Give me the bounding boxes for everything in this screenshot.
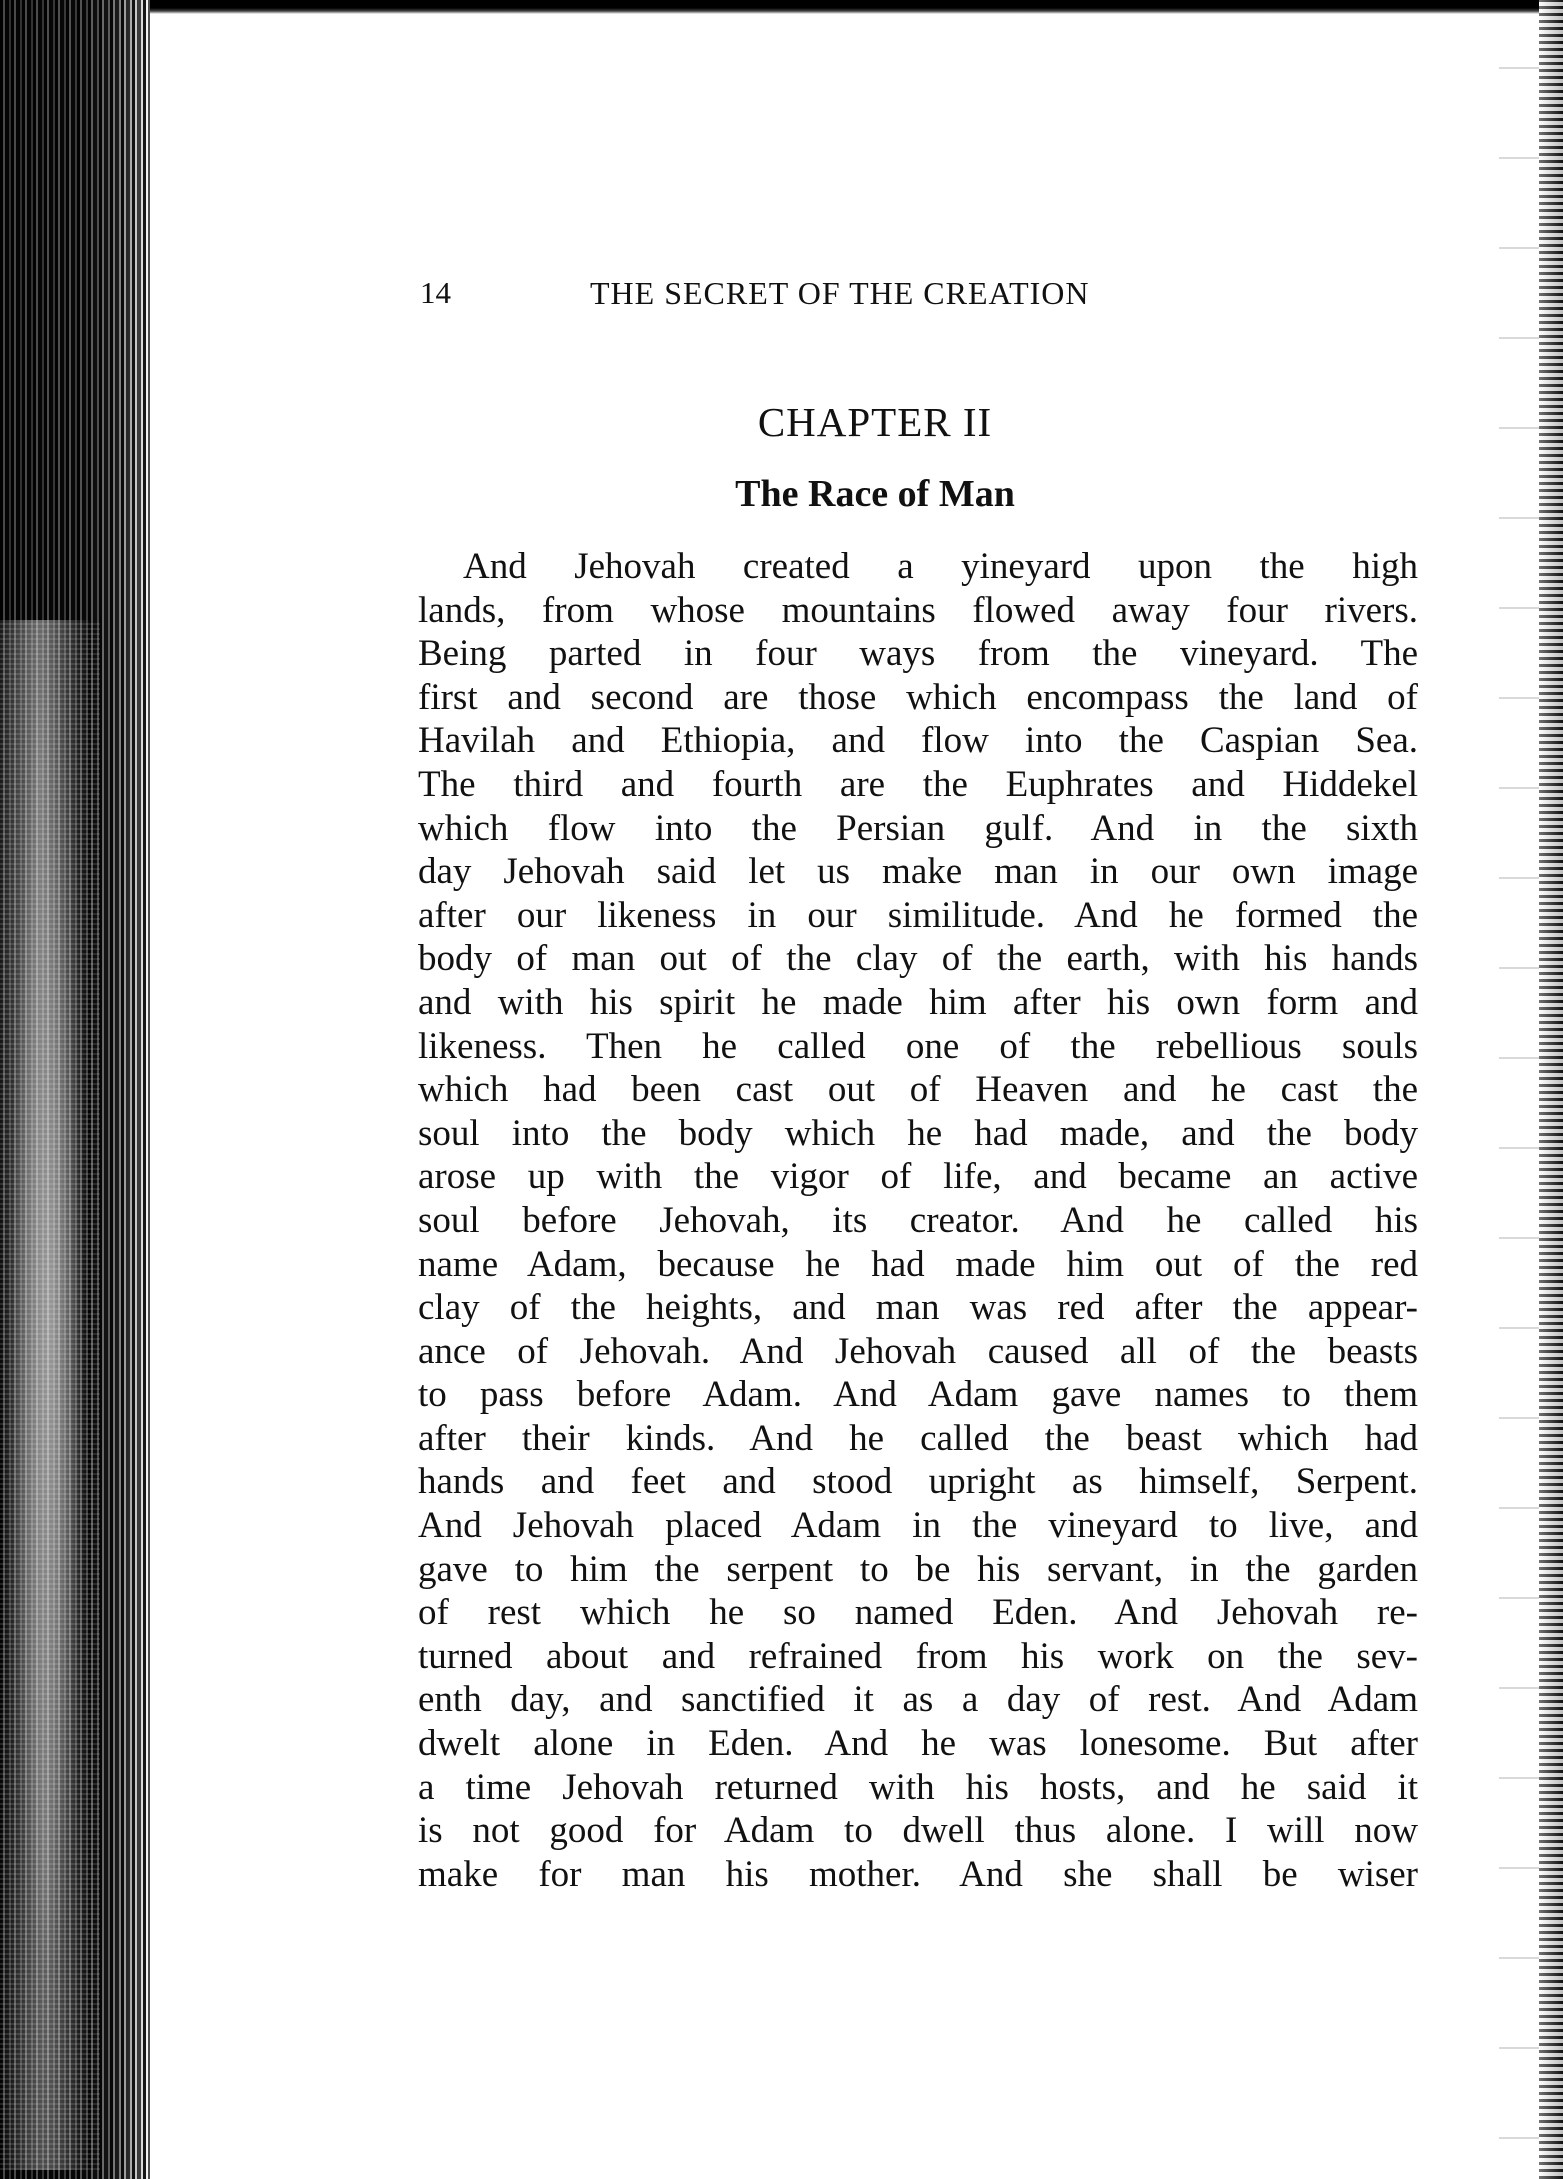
chapter-heading: CHAPTER II (757, 399, 993, 445)
text-line: likeness. Then he called one of the rebellious souls (418, 1025, 1418, 1067)
running-header (420, 275, 1240, 315)
text-line: arose up with the vigor of life, and became an active (418, 1156, 1418, 1198)
text-line: which flow into the Persian gulf. And in the sixth (418, 807, 1418, 849)
running-title: THE SECRET OF THE CREATION (590, 275, 1090, 311)
text-line: is not good for Adam to dwell thus alone. I will now (418, 1810, 1418, 1852)
text-line: soul into the body which he had made, and the body (418, 1112, 1418, 1154)
text-line: The third and fourth are the Euphrates and Hiddekel (418, 763, 1418, 805)
text-line: of rest which he so named Eden. And Jehovah re- (418, 1592, 1418, 1634)
text-line: first and second are those which encompass the land of (418, 676, 1418, 718)
text-line: make for man his mother. And she shall be wiser (418, 1853, 1418, 1895)
text-line: gave to him the serpent to be his servant, in the garden (418, 1548, 1418, 1590)
text-line: day Jehovah said let us make man in our own image (418, 851, 1418, 893)
text-line: And Jehovah placed Adam in the vineyard to live, and (418, 1505, 1418, 1547)
text-line: after our likeness in our similitude. And he formed the (418, 894, 1418, 936)
text-line: Being parted in four ways from the vineyard. The (418, 633, 1418, 675)
text-line: hands and feet and stood upright as himself, Serpent. (418, 1461, 1418, 1503)
text-line: body of man out of the clay of the earth, with his hands (418, 938, 1418, 980)
text-line: soul before Jehovah, its creator. And he called his (418, 1199, 1418, 1241)
body-paragraph (418, 545, 1418, 1896)
text-line: which had been cast out of Heaven and he cast the (418, 1069, 1418, 1111)
binding-texture (0, 620, 100, 2170)
text-line: and with his spirit he made him after his own form and (418, 981, 1418, 1023)
text-line: a time Jehovah returned with his hosts, and he said it (418, 1766, 1418, 1808)
text-line: clay of the heights, and man was red after the appear- (418, 1287, 1418, 1329)
text-line: turned about and refrained from his work on the sev- (418, 1635, 1418, 1677)
text-line: name Adam, because he had made him out of the red (418, 1243, 1418, 1285)
page-speckle (1499, 0, 1539, 2179)
text-line: to pass before Adam. And Adam gave names to them (418, 1374, 1418, 1416)
text-line: after their kinds. And he called the beast which had (418, 1417, 1418, 1459)
text-line: lands, from whose mountains flowed away four rivers. (418, 589, 1418, 631)
text-line: Havilah and Ethiopia, and flow into the Caspian Sea. (418, 720, 1418, 762)
text-line: dwelt alone in Eden. And he was lonesome. But after (418, 1723, 1418, 1765)
page-top-edge (0, 0, 1563, 14)
page-right-edge (1539, 0, 1563, 2179)
page-number: 14 (420, 275, 451, 310)
text-line: And Jehovah created a yineyard upon the high (463, 546, 1418, 587)
text-line: enth day, and sanctified it as a day of rest. And Adam (418, 1679, 1418, 1721)
chapter-subtitle: The Race of Man (735, 473, 1015, 515)
text-line: ance of Jehovah. And Jehovah caused all of the beasts (418, 1330, 1418, 1372)
